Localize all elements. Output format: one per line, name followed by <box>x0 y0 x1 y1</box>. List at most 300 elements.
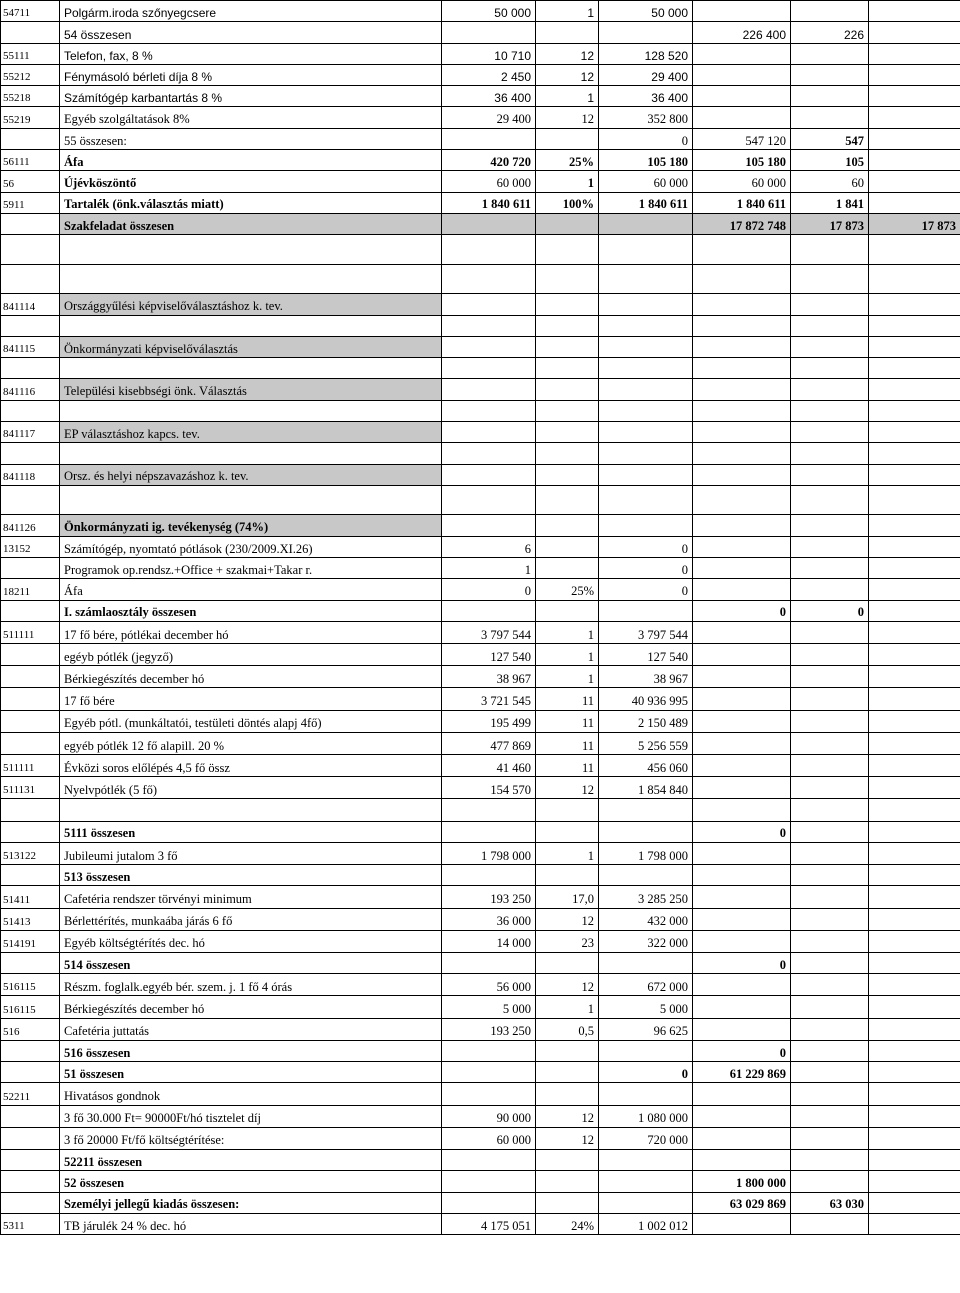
account-code-cell: 54711 <box>1 1 60 22</box>
quantity-cell: 12 <box>536 974 599 996</box>
account-code-cell <box>1 1127 60 1149</box>
quantity-cell: 0,5 <box>536 1018 599 1040</box>
sum-thousands-cell <box>791 1171 869 1192</box>
table-row <box>1 358 960 379</box>
grand-total-cell <box>869 86 960 107</box>
unit-amount-cell <box>442 264 536 294</box>
quantity-cell: 25% <box>536 150 599 171</box>
grand-total-cell <box>869 264 960 294</box>
account-code-cell: 841115 <box>1 336 60 357</box>
sum-thousands-cell: 226 <box>791 22 869 43</box>
group-sum-cell <box>693 666 791 688</box>
item-description-cell: egéyb pótlék (jegyző) <box>60 644 442 666</box>
quantity-cell <box>536 536 599 557</box>
quantity-cell: 17,0 <box>536 886 599 908</box>
sum-thousands-cell <box>791 86 869 107</box>
sum-thousands-cell <box>791 107 869 128</box>
item-description-cell: Újévköszöntő <box>60 171 442 192</box>
table-row <box>1 621 960 643</box>
quantity-cell <box>536 515 599 536</box>
sum-thousands-cell <box>791 1127 869 1149</box>
item-description-cell: Nyelvpótlék (5 fő) <box>60 777 442 799</box>
grand-total-cell <box>869 799 960 821</box>
item-description-cell: Cafetéria rendszer törvényi minimum <box>60 886 442 908</box>
group-sum-cell <box>693 358 791 379</box>
item-description-cell: Áfa <box>60 150 442 171</box>
group-sum-cell <box>693 777 791 799</box>
account-code-cell: 841117 <box>1 422 60 443</box>
account-code-cell <box>1 1040 60 1061</box>
grand-total-cell <box>869 515 960 536</box>
grand-total-cell <box>869 1149 960 1170</box>
sum-thousands-cell <box>791 1105 869 1127</box>
sum-thousands-cell: 547 <box>791 128 869 149</box>
group-sum-cell: 1 840 611 <box>693 192 791 213</box>
quantity-cell: 1 <box>536 666 599 688</box>
item-description-cell: Szakfeladat összesen <box>60 213 442 234</box>
table-row <box>1 1149 960 1170</box>
grand-total-cell <box>869 336 960 357</box>
unit-amount-cell <box>442 22 536 43</box>
line-total-cell <box>599 22 693 43</box>
line-total-cell: 2 150 489 <box>599 710 693 732</box>
item-description-cell <box>60 235 442 265</box>
item-description-cell <box>60 358 442 379</box>
group-sum-cell: 17 872 748 <box>693 213 791 234</box>
item-description-cell <box>60 799 442 821</box>
unit-amount-cell: 477 869 <box>442 732 536 754</box>
item-description-cell <box>60 485 442 515</box>
account-code-cell: 516 <box>1 1018 60 1040</box>
unit-amount-cell: 0 <box>442 579 536 600</box>
group-sum-cell <box>693 1018 791 1040</box>
unit-amount-cell <box>442 865 536 886</box>
line-total-cell <box>599 952 693 973</box>
grand-total-cell <box>869 43 960 64</box>
account-code-cell: 511111 <box>1 755 60 777</box>
group-sum-cell <box>693 336 791 357</box>
table-row <box>1 777 960 799</box>
sum-thousands-cell <box>791 336 869 357</box>
account-code-cell <box>1 443 60 464</box>
unit-amount-cell <box>442 379 536 400</box>
sum-thousands-cell <box>791 443 869 464</box>
table-row <box>1 443 960 464</box>
account-code-cell <box>1 600 60 621</box>
table-row <box>1 235 960 265</box>
item-description-cell: Hivatásos gondnok <box>60 1083 442 1105</box>
item-description-cell: 516 összesen <box>60 1040 442 1061</box>
sum-thousands-cell <box>791 732 869 754</box>
unit-amount-cell: 10 710 <box>442 43 536 64</box>
grand-total-cell <box>869 107 960 128</box>
account-code-cell: 5911 <box>1 192 60 213</box>
account-code-cell <box>1 710 60 732</box>
table-row <box>1 908 960 930</box>
line-total-cell <box>599 213 693 234</box>
group-sum-cell: 0 <box>693 1040 791 1061</box>
item-description-cell: I. számlaosztály összesen <box>60 600 442 621</box>
item-description-cell: Tartalék (önk.választás miatt) <box>60 192 442 213</box>
line-total-cell <box>599 358 693 379</box>
group-sum-cell <box>693 536 791 557</box>
quantity-cell <box>536 1083 599 1105</box>
item-description-cell: Évközi soros előlépés 4,5 fő össz <box>60 755 442 777</box>
quantity-cell <box>536 22 599 43</box>
group-sum-cell <box>693 515 791 536</box>
unit-amount-cell: 60 000 <box>442 1127 536 1149</box>
quantity-cell: 23 <box>536 930 599 952</box>
unit-amount-cell <box>442 443 536 464</box>
group-sum-cell <box>693 235 791 265</box>
sum-thousands-cell <box>791 777 869 799</box>
account-code-cell <box>1 865 60 886</box>
group-sum-cell: 105 180 <box>693 150 791 171</box>
account-code-cell: 13152 <box>1 536 60 557</box>
table-row <box>1 192 960 213</box>
table-row <box>1 171 960 192</box>
item-description-cell: 17 fő bére, pótlékai december hó <box>60 621 442 643</box>
line-total-cell <box>599 600 693 621</box>
unit-amount-cell: 36 400 <box>442 86 536 107</box>
grand-total-cell <box>869 400 960 421</box>
sum-thousands-cell: 60 <box>791 171 869 192</box>
item-description-cell: 3 fő 20000 Ft/fő költségtérítése: <box>60 1127 442 1149</box>
grand-total-cell <box>869 485 960 515</box>
group-sum-cell <box>693 294 791 315</box>
item-description-cell <box>60 264 442 294</box>
grand-total-cell <box>869 1 960 22</box>
unit-amount-cell <box>442 1171 536 1192</box>
quantity-cell: 11 <box>536 688 599 710</box>
grand-total-cell <box>869 558 960 579</box>
account-code-cell: 55218 <box>1 86 60 107</box>
item-description-cell: Telefon, fax, 8 % <box>60 43 442 64</box>
grand-total-cell <box>869 755 960 777</box>
group-sum-cell: 0 <box>693 821 791 842</box>
account-code-cell <box>1 1149 60 1170</box>
sum-thousands-cell <box>791 235 869 265</box>
grand-total-cell <box>869 171 960 192</box>
sum-thousands-cell <box>791 842 869 864</box>
line-total-cell: 1 798 000 <box>599 842 693 864</box>
group-sum-cell <box>693 930 791 952</box>
unit-amount-cell <box>442 1040 536 1061</box>
account-code-cell <box>1 732 60 754</box>
quantity-cell <box>536 464 599 485</box>
table-row <box>1 464 960 485</box>
grand-total-cell <box>869 688 960 710</box>
grand-total-cell <box>869 952 960 973</box>
quantity-cell <box>536 443 599 464</box>
sum-thousands-cell <box>791 64 869 85</box>
sum-thousands-cell <box>791 579 869 600</box>
group-sum-cell: 0 <box>693 952 791 973</box>
item-description-cell: EP választáshoz kapcs. tev. <box>60 422 442 443</box>
item-description-cell: 51 összesen <box>60 1062 442 1083</box>
account-code-cell <box>1 213 60 234</box>
line-total-cell <box>599 515 693 536</box>
quantity-cell: 12 <box>536 1127 599 1149</box>
table-row <box>1 400 960 421</box>
table-row <box>1 422 960 443</box>
unit-amount-cell <box>442 336 536 357</box>
line-total-cell <box>599 235 693 265</box>
table-row <box>1 600 960 621</box>
line-total-cell: 1 080 000 <box>599 1105 693 1127</box>
grand-total-cell <box>869 128 960 149</box>
group-sum-cell <box>693 264 791 294</box>
unit-amount-cell: 90 000 <box>442 1105 536 1127</box>
grand-total-cell <box>869 464 960 485</box>
table-row <box>1 865 960 886</box>
sum-thousands-cell <box>791 865 869 886</box>
grand-total-cell <box>869 842 960 864</box>
group-sum-cell <box>693 422 791 443</box>
table-row <box>1 842 960 864</box>
line-total-cell <box>599 1171 693 1192</box>
grand-total-cell <box>869 64 960 85</box>
grand-total-cell <box>869 443 960 464</box>
account-code-cell: 841118 <box>1 464 60 485</box>
account-code-cell <box>1 235 60 265</box>
item-description-cell: Önkormányzati ig. tevékenység (74%) <box>60 515 442 536</box>
group-sum-cell <box>693 886 791 908</box>
sum-thousands-cell <box>791 464 869 485</box>
account-code-cell <box>1 22 60 43</box>
quantity-cell <box>536 315 599 336</box>
quantity-cell: 12 <box>536 107 599 128</box>
line-total-cell: 720 000 <box>599 1127 693 1149</box>
grand-total-cell <box>869 379 960 400</box>
unit-amount-cell <box>442 422 536 443</box>
item-description-cell: 52 összesen <box>60 1171 442 1192</box>
item-description-cell: Bérkiegészítés december hó <box>60 666 442 688</box>
unit-amount-cell: 4 175 051 <box>442 1213 536 1234</box>
table-row <box>1 996 960 1018</box>
grand-total-cell <box>869 600 960 621</box>
table-row <box>1 1105 960 1127</box>
sum-thousands-cell: 17 873 <box>791 213 869 234</box>
unit-amount-cell <box>442 1083 536 1105</box>
item-description-cell: Bérkiegészítés december hó <box>60 996 442 1018</box>
line-total-cell: 1 002 012 <box>599 1213 693 1234</box>
group-sum-cell <box>693 865 791 886</box>
grand-total-cell <box>869 710 960 732</box>
item-description-cell: Polgárm.iroda szőnyegcsere <box>60 1 442 22</box>
sum-thousands-cell <box>791 710 869 732</box>
line-total-cell: 0 <box>599 558 693 579</box>
grand-total-cell <box>869 644 960 666</box>
item-description-cell: Jubileumi jutalom 3 fő <box>60 842 442 864</box>
table-row <box>1 536 960 557</box>
table-row <box>1 86 960 107</box>
sum-thousands-cell <box>791 799 869 821</box>
account-code-cell <box>1 128 60 149</box>
account-code-cell <box>1 1062 60 1083</box>
account-code-cell <box>1 952 60 973</box>
sum-thousands-cell <box>791 43 869 64</box>
unit-amount-cell: 127 540 <box>442 644 536 666</box>
grand-total-cell <box>869 579 960 600</box>
grand-total-cell <box>869 1127 960 1149</box>
item-description-cell: Országgyűlési képviselőválasztáshoz k. tev. <box>60 294 442 315</box>
grand-total-cell <box>869 536 960 557</box>
grand-total-cell <box>869 996 960 1018</box>
account-code-cell <box>1 358 60 379</box>
table-row <box>1 1171 960 1192</box>
account-code-cell: 52211 <box>1 1083 60 1105</box>
line-total-cell: 36 400 <box>599 86 693 107</box>
table-row <box>1 22 960 43</box>
item-description-cell <box>60 400 442 421</box>
table-row <box>1 64 960 85</box>
account-code-cell: 5311 <box>1 1213 60 1234</box>
account-code-cell <box>1 400 60 421</box>
table-row <box>1 732 960 754</box>
grand-total-cell <box>869 732 960 754</box>
account-code-cell: 514191 <box>1 930 60 952</box>
table-row <box>1 315 960 336</box>
unit-amount-cell: 3 797 544 <box>442 621 536 643</box>
account-code-cell <box>1 1171 60 1192</box>
line-total-cell: 128 520 <box>599 43 693 64</box>
item-description-cell: 5111 összesen <box>60 821 442 842</box>
line-total-cell: 672 000 <box>599 974 693 996</box>
sum-thousands-cell <box>791 688 869 710</box>
item-description-cell: Számítógép karbantartás 8 % <box>60 86 442 107</box>
table-row <box>1 1040 960 1061</box>
quantity-cell <box>536 336 599 357</box>
unit-amount-cell <box>442 821 536 842</box>
account-code-cell: 18211 <box>1 579 60 600</box>
grand-total-cell <box>869 777 960 799</box>
grand-total-cell <box>869 1192 960 1213</box>
grand-total-cell <box>869 422 960 443</box>
table-row <box>1 107 960 128</box>
quantity-cell: 1 <box>536 1 599 22</box>
table-row <box>1 886 960 908</box>
quantity-cell: 1 <box>536 621 599 643</box>
item-description-cell: 514 összesen <box>60 952 442 973</box>
quantity-cell: 12 <box>536 908 599 930</box>
item-description-cell <box>60 443 442 464</box>
line-total-cell: 5 000 <box>599 996 693 1018</box>
table-row <box>1 1192 960 1213</box>
account-code-cell: 51411 <box>1 886 60 908</box>
item-description-cell: Települési kisebbségi önk. Választás <box>60 379 442 400</box>
grand-total-cell <box>869 974 960 996</box>
table-row <box>1 558 960 579</box>
account-code-cell <box>1 799 60 821</box>
quantity-cell <box>536 1062 599 1083</box>
grand-total-cell <box>869 1083 960 1105</box>
table-row <box>1 515 960 536</box>
group-sum-cell <box>693 755 791 777</box>
sum-thousands-cell <box>791 886 869 908</box>
table-row <box>1 930 960 952</box>
unit-amount-cell: 5 000 <box>442 996 536 1018</box>
group-sum-cell <box>693 1083 791 1105</box>
sum-thousands-cell <box>791 315 869 336</box>
quantity-cell <box>536 400 599 421</box>
group-sum-cell <box>693 485 791 515</box>
quantity-cell: 24% <box>536 1213 599 1234</box>
table-row <box>1 579 960 600</box>
group-sum-cell <box>693 996 791 1018</box>
line-total-cell: 40 936 995 <box>599 688 693 710</box>
unit-amount-cell <box>442 1149 536 1170</box>
line-total-cell: 456 060 <box>599 755 693 777</box>
line-total-cell: 60 000 <box>599 171 693 192</box>
sum-thousands-cell <box>791 358 869 379</box>
line-total-cell <box>599 821 693 842</box>
unit-amount-cell: 29 400 <box>442 107 536 128</box>
sum-thousands-cell <box>791 1213 869 1234</box>
unit-amount-cell <box>442 515 536 536</box>
sum-thousands-cell <box>791 422 869 443</box>
sum-thousands-cell <box>791 515 869 536</box>
account-code-cell: 51413 <box>1 908 60 930</box>
unit-amount-cell: 41 460 <box>442 755 536 777</box>
item-description-cell: 3 fő 30.000 Ft= 90000Ft/hó tisztelet díj <box>60 1105 442 1127</box>
sum-thousands-cell <box>791 952 869 973</box>
group-sum-cell: 226 400 <box>693 22 791 43</box>
line-total-cell <box>599 464 693 485</box>
quantity-cell: 1 <box>536 86 599 107</box>
item-description-cell: Bérlettérítés, munkaába járás 6 fő <box>60 908 442 930</box>
table-row <box>1 336 960 357</box>
unit-amount-cell: 56 000 <box>442 974 536 996</box>
table-row <box>1 485 960 515</box>
grand-total-cell <box>869 1171 960 1192</box>
group-sum-cell <box>693 842 791 864</box>
table-row <box>1 974 960 996</box>
grand-total-cell <box>869 1213 960 1234</box>
line-total-cell <box>599 1083 693 1105</box>
sum-thousands-cell <box>791 666 869 688</box>
unit-amount-cell <box>442 799 536 821</box>
unit-amount-cell: 60 000 <box>442 171 536 192</box>
table-row <box>1 755 960 777</box>
sum-thousands-cell: 1 841 <box>791 192 869 213</box>
sum-thousands-cell <box>791 1062 869 1083</box>
group-sum-cell <box>693 315 791 336</box>
quantity-cell: 12 <box>536 777 599 799</box>
group-sum-cell: 1 800 000 <box>693 1171 791 1192</box>
unit-amount-cell <box>442 485 536 515</box>
quantity-cell: 100% <box>536 192 599 213</box>
unit-amount-cell <box>442 235 536 265</box>
line-total-cell: 105 180 <box>599 150 693 171</box>
table-row <box>1 952 960 973</box>
item-description-cell: TB járulék 24 % dec. hó <box>60 1213 442 1234</box>
unit-amount-cell <box>442 952 536 973</box>
table-row <box>1 821 960 842</box>
line-total-cell: 322 000 <box>599 930 693 952</box>
table-row <box>1 1062 960 1083</box>
sum-thousands-cell <box>791 558 869 579</box>
quantity-cell <box>536 235 599 265</box>
sum-thousands-cell <box>791 294 869 315</box>
sum-thousands-cell <box>791 1 869 22</box>
table-row <box>1 666 960 688</box>
account-code-cell <box>1 688 60 710</box>
item-description-cell: Áfa <box>60 579 442 600</box>
line-total-cell <box>599 799 693 821</box>
grand-total-cell: 17 873 <box>869 213 960 234</box>
group-sum-cell: 61 229 869 <box>693 1062 791 1083</box>
